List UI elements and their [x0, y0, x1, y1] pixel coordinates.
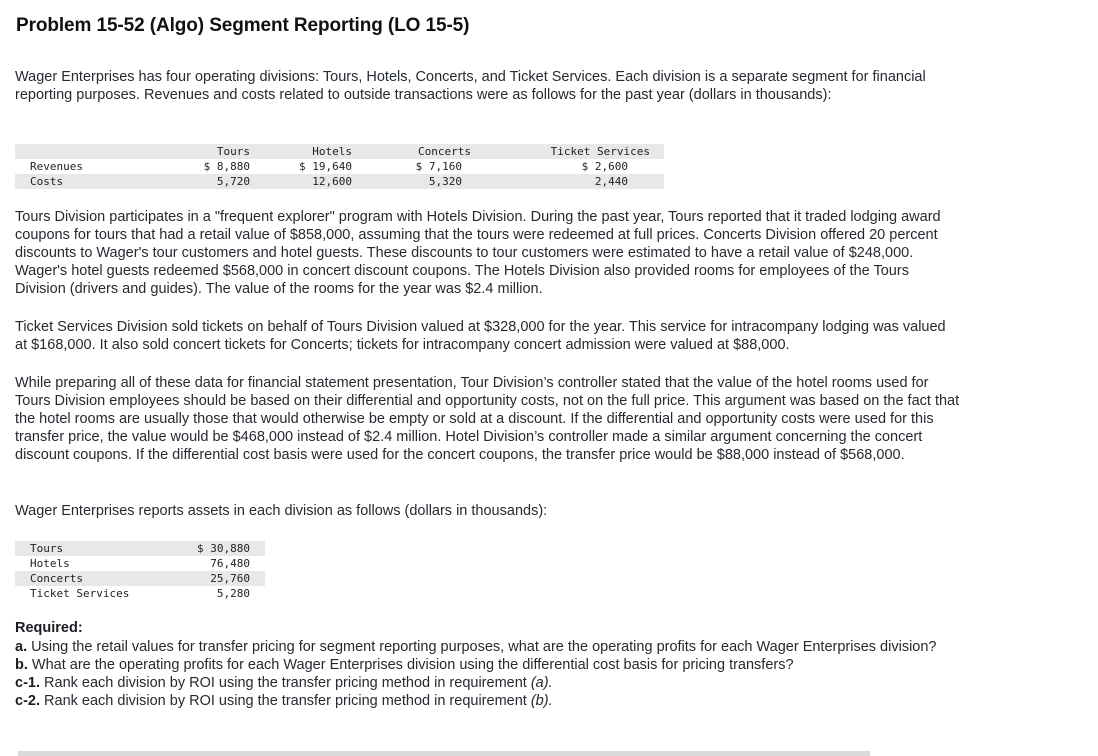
revenues-concerts-cell: $ 7,160	[415, 160, 462, 173]
assets-label-hotels: Hotels	[30, 557, 70, 570]
costs-hotels-cell: 12,600	[262, 174, 365, 189]
requirement-c2-ref: (b).	[530, 693, 553, 709]
assets-row-concerts	[15, 571, 265, 586]
paragraph-assets-intro: Wager Enterprises reports assets in each division as follows (dollars in thousands):	[15, 503, 548, 519]
assets-value-concerts: 25,760	[155, 571, 265, 586]
requirement-c2-prefix: c-2.	[15, 693, 40, 709]
revenue-cost-table	[15, 144, 664, 189]
requirement-c2-text: Rank each division by ROI using the transfer pricing method in requirement	[44, 693, 527, 709]
table-row-revenues	[15, 159, 664, 174]
table-header-row	[15, 144, 664, 159]
assets-label-ticket-services: Ticket Services	[30, 587, 130, 600]
paragraph-frequent-explorer: Tours Division participates in a "frequent explorer" program with Hotels Division. During the past year, Tours reported that it traded lodging award coupons for tours that had a retail value of $858,000, assuming that the tours were redeemed at full prices. Concerts Division offered 20 percent discounts to Wager's tour customers and hotel guests. These discounts to tour customers were estimated to have a retail value of $248,000. Wager's hotel guests redeemed $568,000 in concert discount coupons. The Hotels Division also provided rooms for employees of the Tours Division (drivers and guides). The value of the rooms for the year was $2.4 million.	[15, 209, 941, 297]
row-label-costs: Costs	[15, 174, 175, 189]
required-heading: Required:	[15, 620, 83, 636]
column-header-ticket-services: Ticket Services	[478, 144, 664, 159]
assets-label-concerts: Concerts	[15, 571, 155, 586]
assets-value-hotels: 76,480	[210, 557, 250, 570]
requirement-c2	[15, 692, 965, 710]
requirement-c1	[15, 674, 965, 692]
costs-ticket-services-cell: 2,440	[478, 174, 664, 189]
requirement-b-prefix: b.	[15, 657, 28, 673]
problem-title: Problem 15-52 (Algo) Segment Reporting (LO 15-5)	[16, 15, 470, 36]
row-label-revenues: Revenues	[30, 160, 83, 173]
revenues-tours-cell: $ 8,880	[203, 160, 250, 173]
paragraph-ticket-services: Ticket Services Division sold tickets on behalf of Tours Division valued at $328,000 for the year. This service for intracompany lodging was valued at $168,000. It also sold concert tickets for Concerts; tickets for intracompany concert admission were valued at $88,000.	[15, 319, 946, 353]
column-header-hotels: Hotels	[262, 144, 365, 159]
requirement-c1-prefix: c-1.	[15, 675, 40, 691]
costs-concerts-cell: 5,320	[365, 174, 478, 189]
column-header-concerts: Concerts	[365, 144, 478, 159]
assets-table	[15, 541, 265, 601]
requirement-b	[15, 656, 965, 674]
requirement-a	[15, 638, 965, 656]
assets-value-tours: $ 30,880	[155, 541, 265, 556]
costs-tours-cell: 5,720	[175, 174, 262, 189]
assets-value-ticket-services: 5,280	[216, 587, 250, 600]
requirement-b-text: What are the operating profits for each Wager Enterprises division using the differential cost basis for pricing transfers?	[31, 657, 794, 673]
assets-row-ticket-services	[15, 586, 265, 601]
assets-row-tours	[15, 541, 265, 556]
assets-row-hotels	[15, 556, 265, 571]
requirement-c1-ref: (a).	[530, 675, 553, 691]
paragraph-controller-argument: While preparing all of these data for financial statement presentation, Tour Division’s controller stated that the value of the hotel rooms used for Tours Division employees should be based on their differential and opportunity costs, not on the full price. This argument was based on the fact that the hotel rooms are usually those that would otherwise be empty or sold at a discount. If the differential and opportunity costs were used for this transfer price, the value would be $468,000 instead of $2.4 million. Hotel Division’s controller made a similar argument concerning the concert discount coupons. If the differential cost basis were used for the concert coupons, the transfer price would be $88,000 instead of $568,000.	[15, 375, 960, 463]
header-empty-cell	[15, 144, 175, 159]
intro-paragraph: Wager Enterprises has four operating divisions: Tours, Hotels, Concerts, and Ticket Services. Each division is a separate segment for financial reporting purposes. Revenues and costs related to outside transactions were as follows for the past year (dollars in thousands):	[15, 69, 926, 103]
requirement-a-prefix: a.	[15, 639, 28, 655]
revenues-hotels-cell: $ 19,640	[299, 160, 352, 173]
bottom-divider-bar	[18, 751, 870, 756]
requirement-c1-text: Rank each division by ROI using the transfer pricing method in requirement	[44, 675, 527, 691]
revenues-ticket-services-cell: $ 2,600	[581, 160, 628, 173]
requirement-a-text: Using the retail values for transfer pricing for segment reporting purposes, what are the operating profits for each Wager Enterprises division?	[31, 639, 937, 655]
column-header-tours: Tours	[175, 144, 262, 159]
table-row-costs	[15, 174, 664, 189]
requirements-list	[15, 638, 965, 710]
assets-label-tours: Tours	[15, 541, 155, 556]
